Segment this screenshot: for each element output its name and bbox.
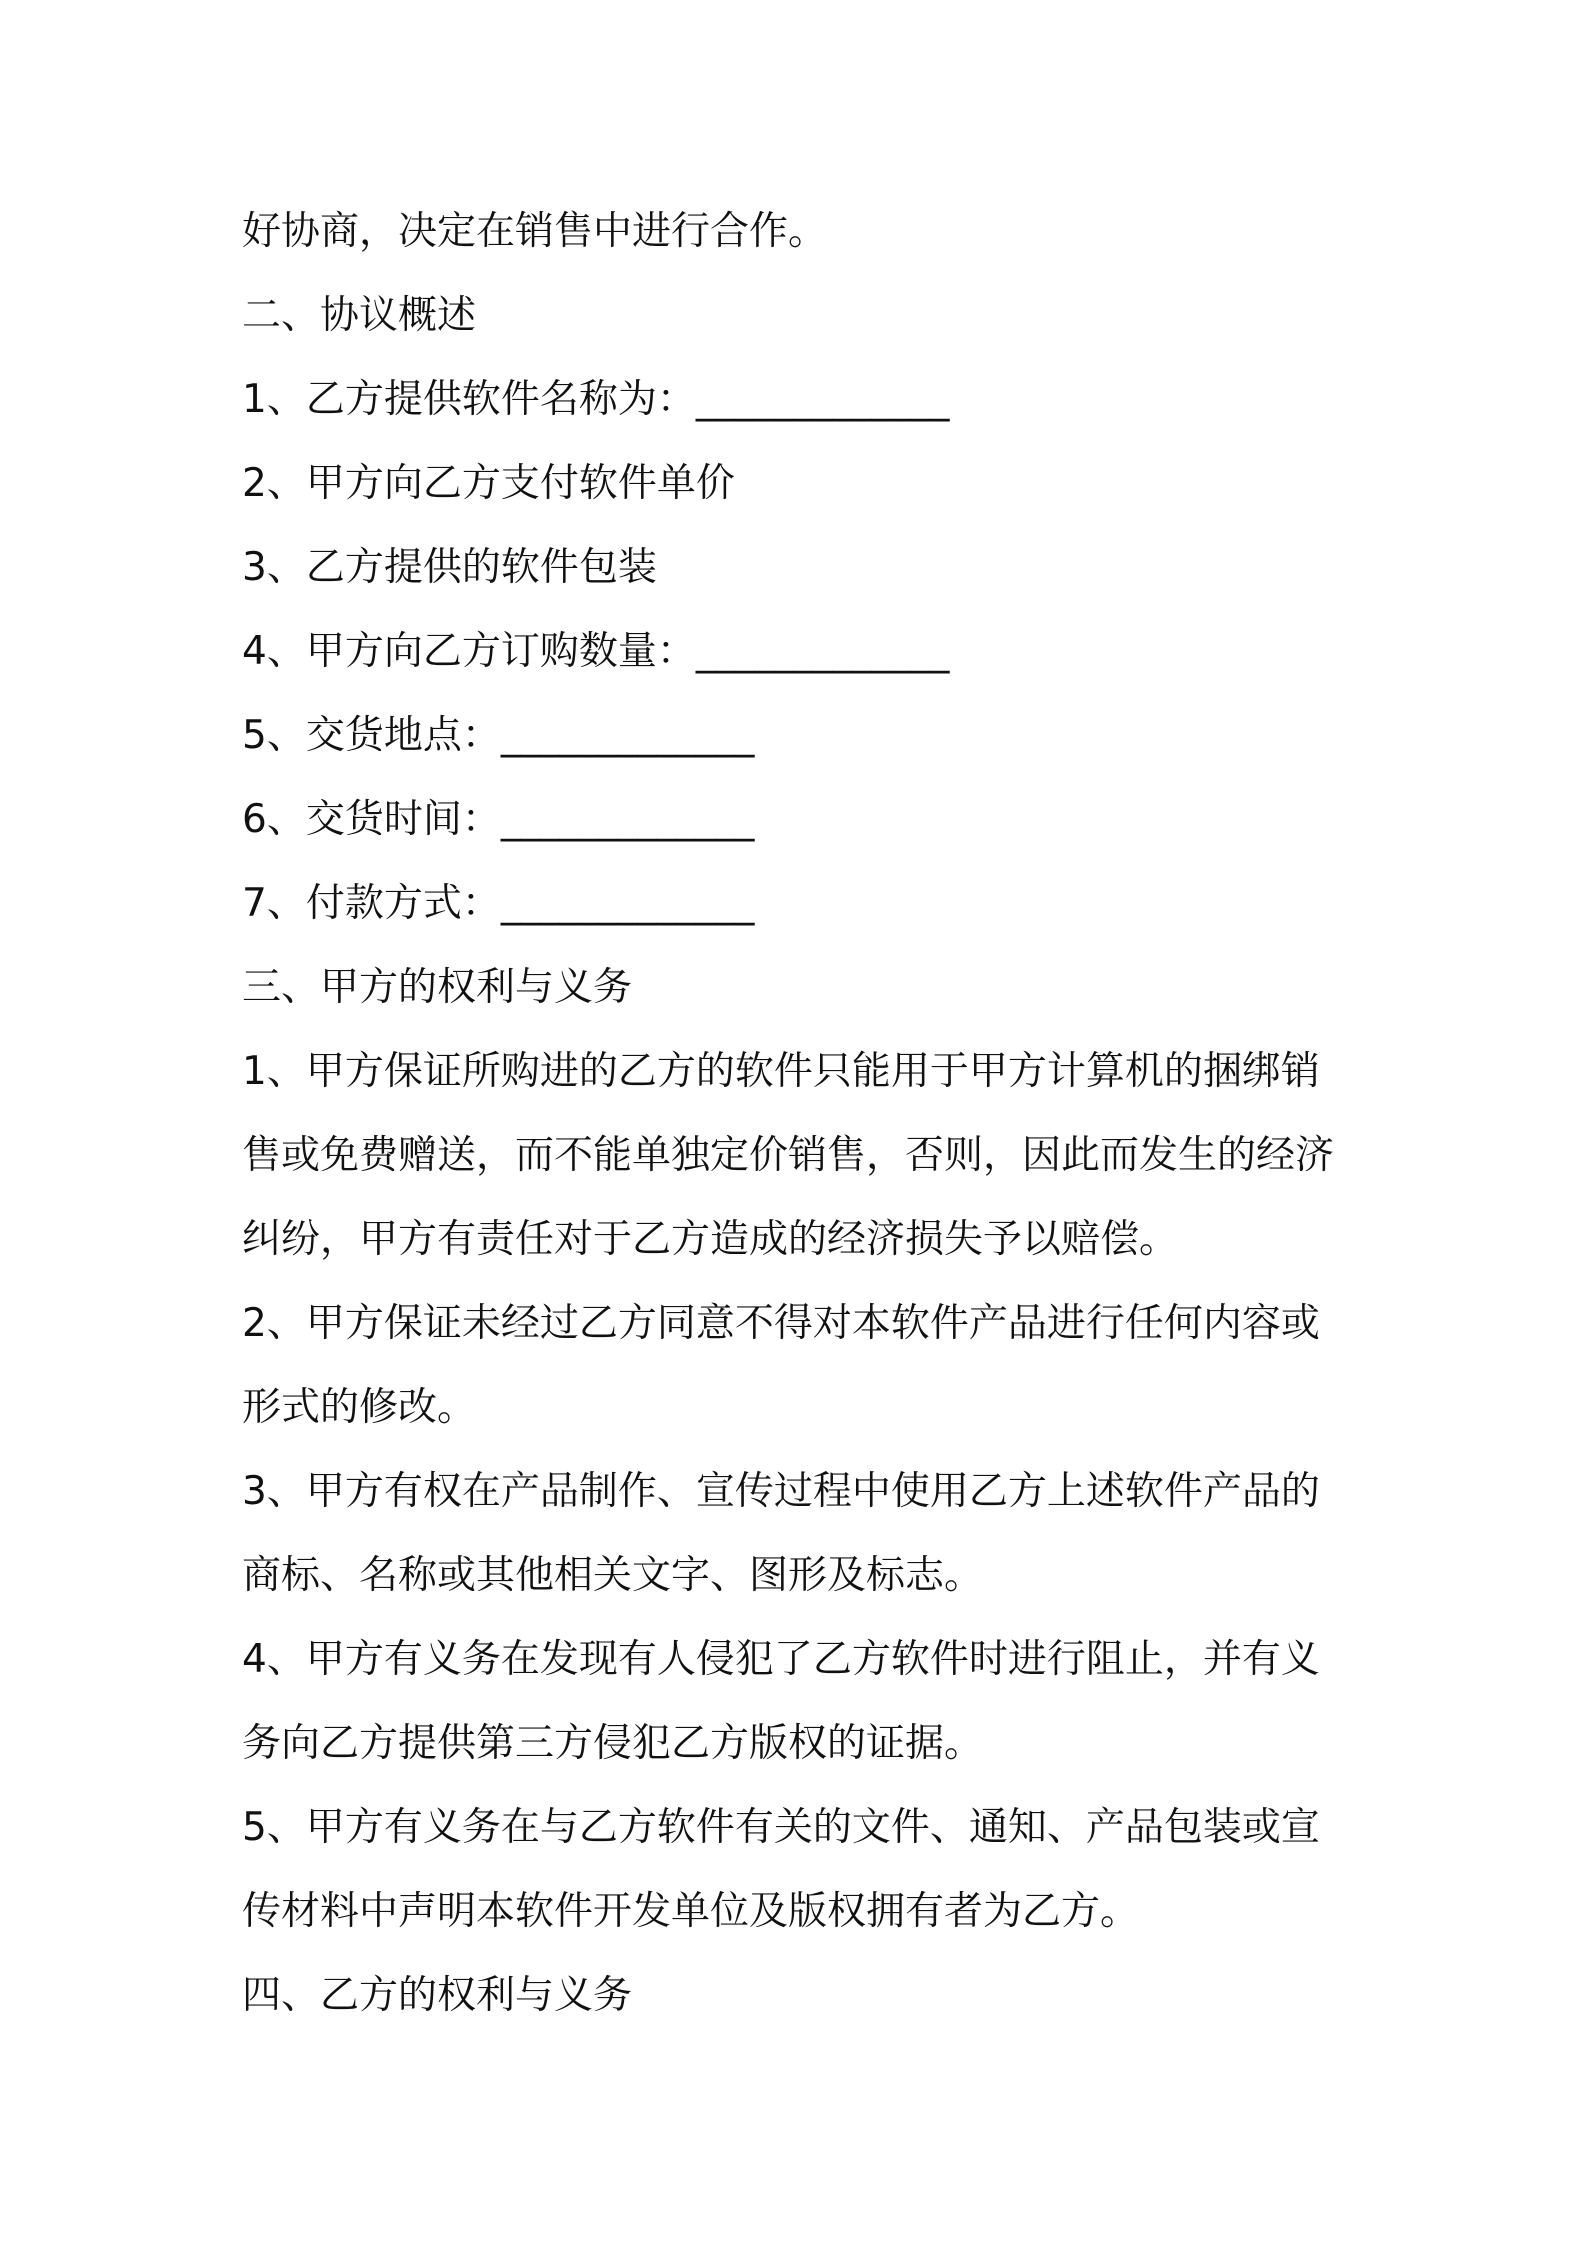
section-heading-party-a: 三、甲方的权利与义务 — [242, 965, 633, 1010]
clause-order-quantity: 4、甲方向乙方订购数量：_____________ — [242, 629, 950, 674]
party-a-clause-1-line-2: 售或免费赠送，而不能单独定价销售，否则，因此而发生的经济 — [242, 1133, 1335, 1178]
party-a-clause-2-line-2: 形式的修改。 — [242, 1385, 477, 1430]
clause-delivery-time: 6、交货时间：_____________ — [242, 797, 755, 842]
party-a-clause-3-line-2: 商标、名称或其他相关文字、图形及标志。 — [242, 1553, 984, 1598]
party-a-clause-5-line-1: 5、甲方有义务在与乙方软件有关的文件、通知、产品包装或宣 — [242, 1805, 1320, 1850]
party-a-clause-3-line-1: 3、甲方有权在产品制作、宣传过程中使用乙方上述软件产品的 — [242, 1469, 1320, 1514]
clause-unit-price: 2、甲方向乙方支付软件单价 — [242, 461, 735, 506]
party-a-clause-1-line-3: 纠纷，甲方有责任对于乙方造成的经济损失予以赔偿。 — [242, 1217, 1179, 1262]
party-a-clause-4-line-1: 4、甲方有义务在发现有人侵犯了乙方软件时进行阻止，并有义 — [242, 1637, 1320, 1682]
clause-packaging: 3、乙方提供的软件包装 — [242, 545, 657, 590]
section-heading-party-b: 四、乙方的权利与义务 — [242, 1973, 633, 2018]
party-a-clause-2-line-1: 2、甲方保证未经过乙方同意不得对本软件产品进行任何内容或 — [242, 1301, 1320, 1346]
section-heading-overview: 二、协议概述 — [242, 293, 477, 338]
party-a-clause-1-line-1: 1、甲方保证所购进的乙方的软件只能用于甲方计算机的捆绑销 — [242, 1049, 1320, 1094]
party-a-clause-5-line-2: 传材料中声明本软件开发单位及版权拥有者为乙方。 — [242, 1889, 1140, 1934]
party-a-clause-4-line-2: 务向乙方提供第三方侵犯乙方版权的证据。 — [242, 1721, 984, 1766]
document-body — [242, 190, 1362, 2038]
clause-software-name: 1、乙方提供软件名称为：_____________ — [242, 377, 950, 422]
clause-delivery-place: 5、交货地点：_____________ — [242, 713, 755, 758]
clause-payment-method: 7、付款方式：_____________ — [242, 881, 755, 926]
paragraph-continuation: 好协商，决定在销售中进行合作。 — [242, 209, 828, 254]
